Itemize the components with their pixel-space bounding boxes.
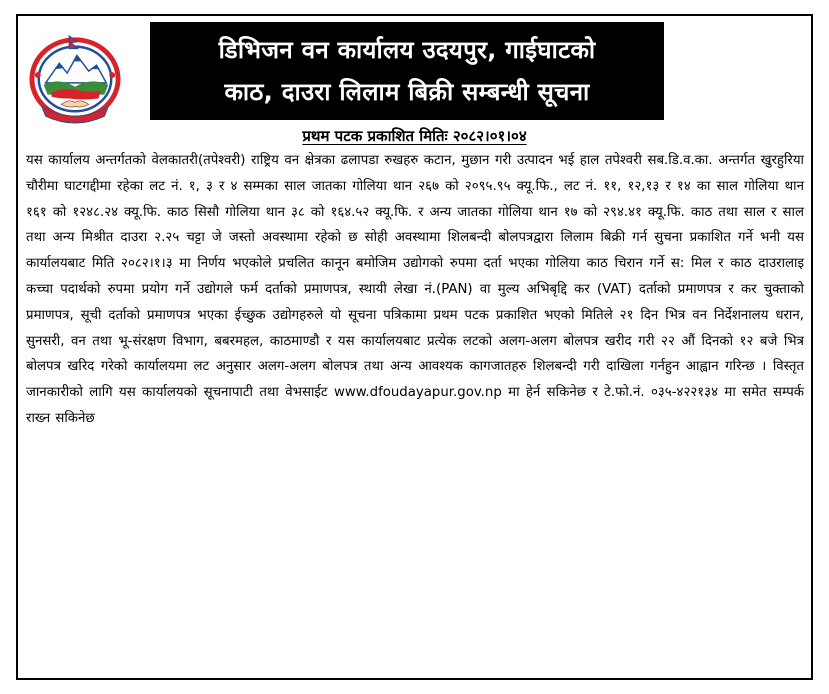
notice-body: यस कार्यालय अन्तर्गतको वेलकातरी(तपेश्वरी) राष्ट्रिय वन क्षेत्रका ढलापडा रुखहरु कटान, मुछान गरी उत्पादन भई हाल तपेश्वरी सब.डि.व.का. अन्तर्गत खुरहुरिया चौरीमा घाटगद्दीमा रहेका लट नं. १, ३ र ४ सम्मका साल जातका गोलिया थान २६७ को २०९५.९५ क्यू.फि., लट नं. ११, १२,१३ र १४ का साल गोलिया थान १६१ को १२४८.२४ क्यू.फि. काठ सिसौ गोलिया थान ३८ को १६४.५२ क्यू.फि. र अन्य जातका गोलिया थान १७ को २९४.४१ क्यू.फि. काठ तथा साल र साल तथा अन्य मिश्रीत दाउरा २.२५ चट्टा जे जस्तो अवस्थामा रहेको छ सोही अवस्थामा शिलबन्दी बोलपत्रद्वारा लिलाम बिक्री गर्न सुचना प्रकाशित गर्ने भनी यस कार्यालयबाट मिति २०८२।१।३ मा निर्णय भएकोले प्रचलित कानून बमोजिम उद्योगको रुपमा दर्ता भएका गोलिया काठ चिरान गर्ने स: मिल र काठ दाउरालाइ कच्चा पदार्थको रुपमा प्रयोग गर्ने उद्योगले फर्म दर्ताको प्रमाणपत्र, स्थायी लेखा नं.(PAN) वा मुल्य अभिबृद्दि कर (VAT) दर्ताको प्रमाणपत्र र कर चुक्ताको प्रमाणपत्र, सूची दर्ताको प्रमाणपत्र भएका ईच्छुक उद्योगहरुले यो सूचना पत्रिकामा प्रथम पटक प्रकाशित भएको मितिले २१ दिन भित्र वन निर्देशनालय धरान, सुनसरी, वन तथा भू-संरक्षण विभाग, बबरमहल, काठमाण्डौ र यस कार्यालयबाट प्रत्येक लटको अलग-अलग बोलपत्र खरीद गरी २२ औं दिनको १२ बजे भित्र बोलपत्र खरिद गरेको कार्यालयमा लट अनुसार अलग-अलग बोलपत्र तथा अन्य आवश्यक कागजातहरु शिलबन्दी गरी दाखिला गर्नहुन आह्वान गरिन्छ । विस्तृत जानकारीको लागि यस कार्यालयको सूचनापाटी तथा वेभसाईट www.dfoudayapur.gov.np मा हेर्न सकिनेछ र टे.फो.नं. ०३५-४२२१३४ मा समेत सम्पर्क राख्न सकिनेछ — [26, 153, 804, 426]
title-line-subject: काठ, दाउरा लिलाम बिक्री सम्बन्धी सूचना — [224, 78, 590, 106]
emblem-graphic — [26, 30, 124, 124]
nepal-government-emblem-icon — [26, 30, 124, 124]
title-line-office: डिभिजन वन कार्यालय उदयपुर, गाईघाटको — [218, 36, 596, 64]
publication-date — [0, 126, 829, 146]
notice-title-box — [150, 22, 664, 120]
publication-date-label: प्रथम पटक प्रकाशित मितिः २०८२।०१।०४ — [302, 127, 527, 145]
